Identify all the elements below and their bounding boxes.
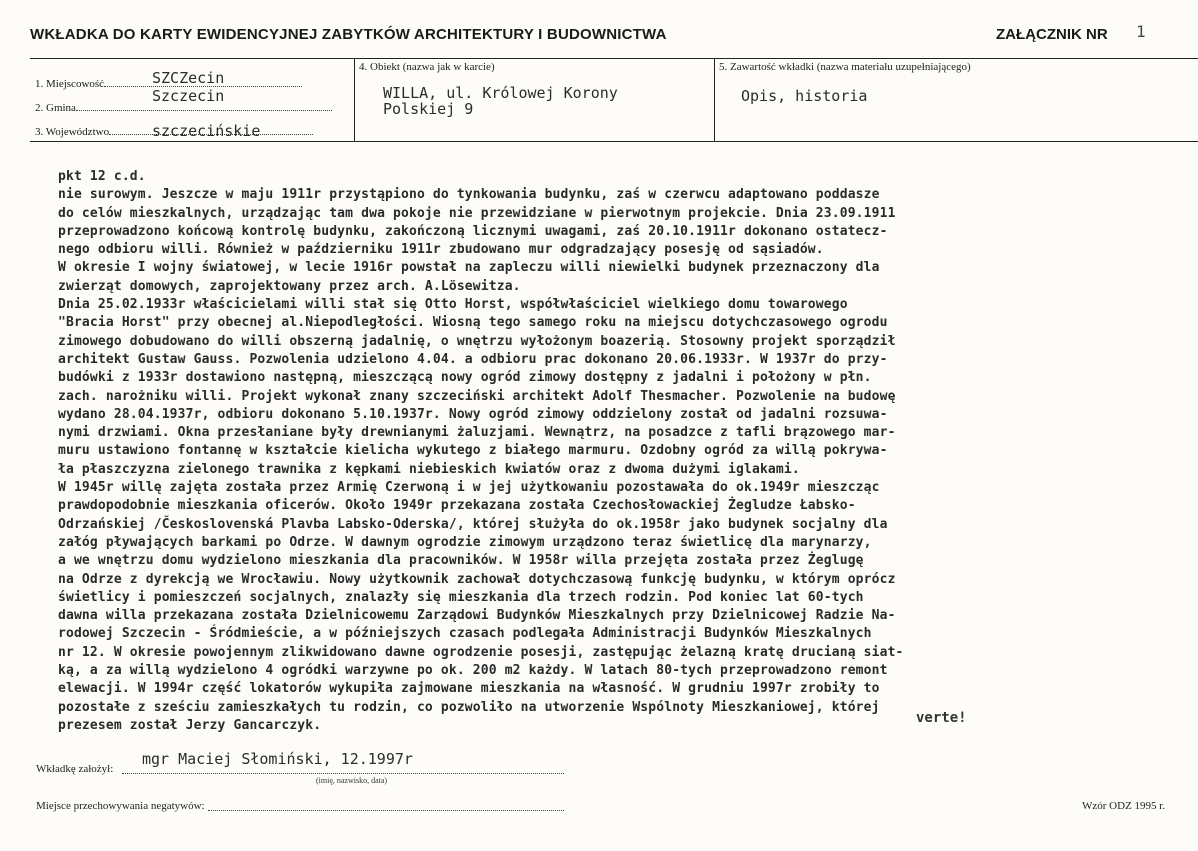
body-line: zach. narożniku willi. Projekt wykonał znany szczeciński architekt Adolf Thesmacher. Pozwolenie na budowę (58, 388, 896, 404)
body-line: "Bracia Horst" przy obecnej al.Niepodległości. Wiosną tego samego roku na miejscu dotychczasowego ogrodu (58, 315, 888, 331)
body-line: W okresie I wojny światowej, w lecie 1916r powstał na zapleczu willi niewielki budynek przeznaczony dla (58, 260, 880, 276)
wojewodztwo-value: szczecińskie (152, 122, 261, 140)
body-line: przeprowadzono końcową kontrolę budynku, zakończoną licznymi uwagami, zaś 20.10.1911r dokonano ostatecz- (58, 223, 888, 239)
miejscowosc-value: SZCZecin (152, 69, 225, 87)
body-line: pkt 12 c.d. (58, 169, 146, 184)
body-line: wydano 28.04.1937r, odbioru dokonano 5.10.1937r. Nowy ogród zimowy oddzielony został od jadalni rozsuwa- (58, 406, 888, 422)
body-line: ła płaszczyzna zielonego trawnika z kępkami niebieskich kwiatów oraz z dwoma dużymi iglakami. (58, 461, 800, 477)
description-body (58, 168, 1148, 735)
body-line: na Odrze z dyrekcją we Wrocławiu. Nowy użytkownik zachował dotychczasową funkcję budynku, w którym oprócz (58, 571, 896, 587)
body-line: załóg pływających barkami po Odrze. W dawnym ogrodzie zimowym urządzono teraz świetlicę dla marynarzy, (58, 534, 872, 550)
negatywy-label: Miejsce przechowywania negatywów: (36, 800, 205, 812)
body-line: ką, a za willą wydzielono 4 ogródki warzywne po ok. 200 m2 każdy. W latach 80-tych przeprowadzono remont (58, 663, 888, 679)
body-line: architekt Gustaw Gauss. Pozwolenia udzielono 4.04. a odbioru prac dokonano 20.06.1933r. W 1937r do przy- (58, 351, 888, 367)
object-box (354, 59, 715, 142)
body-line: nr 12. W okresie powojennym zlikwidowano dawne ogrodzenie posesji, zastępując żelazną kratę drucianą siat- (58, 644, 904, 660)
body-line: a we wnętrzu domu wydzielono mieszkania dla pracowników. W 1958r willa przejęta została przez Żeglugę (58, 553, 864, 569)
form-title: WKŁADKA DO KARTY EWIDENCYJNEJ ZABYTKÓW ARCHITEKTURY I BUDOWNICTWA (30, 26, 667, 43)
body-line: nymi drzwiami. Okna przesłaniane były drewnianymi żaluzjami. Wewnątrz, na posadzce z tafli brązowego mar- (58, 425, 896, 441)
verte-note: verte! (916, 710, 967, 726)
gmina-label: 2. Gmina (35, 102, 76, 114)
annex-number: 1 (1136, 22, 1146, 41)
body-line: elewacji. W 1994r część lokatorów wykupiła zajmowane mieszkania na własność. W grudniu 1997r zrobiły to (58, 681, 880, 697)
body-line: świetlicy i pomieszczeń socjalnych, znalazły się mieszkania dla trzech rodzin. Pod koniec lat 60-tych (58, 589, 864, 605)
object-value: WILLA, ul. Królowej Korony Polskiej 9 (383, 84, 618, 118)
body-line: Dnia 25.02.1933r właścicielami willi stał się Otto Horst, współwłaściciel wielkiego domu towarowego (58, 297, 848, 313)
body-line: dawna willa przekazana została Dzielnicowemu Zarządowi Budynków Mieszkalnych przy Dzielnicowej Radzie Na- (58, 608, 896, 624)
gmina-value: Szczecin (152, 87, 225, 105)
zalozyl-line (122, 773, 564, 774)
body-line: pozostałe z sześciu zamieszkałych tu rodzin, co pozwoliło na utworzenie Wspólnoty Mieszkaniowej, której (58, 699, 880, 715)
contents-label: 5. Zawartość wkładki (nazwa materiału uzupełniającego) (719, 61, 971, 73)
annex-label: ZAŁĄCZNIK NR (996, 26, 1108, 43)
body-line: W 1945r willę zajęta została przez Armię Czerwoną i w jej użytkowaniu pozostawała do ok.1949r mieszcząc (58, 480, 880, 496)
body-line: nie surowym. Jeszcze w maju 1911r przystąpiono do tynkowania budynku, zaś w czerwcu adaptowano poddasze (58, 187, 880, 203)
body-line: zimowego dobudowano do willi obszerną jadalnię, o wnętrzu wyłożonym boazerią. Stosowny projekt sporządził (58, 333, 896, 349)
location-box (30, 59, 354, 142)
body-line: prawdopodobnie mieszkania oficerów. Około 1949r przekazana została Czechosłowackiej Żegludze Łabsko- (58, 498, 856, 514)
body-line: nego odbioru willi. Również w październiku 1911r zbudowano mur odgradzający posesję od sąsiadów. (58, 242, 824, 258)
zalozyl-caption: (imię, nazwisko, data) (316, 776, 388, 785)
object-label: 4. Obiekt (nazwa jak w karcie) (359, 61, 495, 73)
form-version: Wzór ODZ 1995 r. (1082, 800, 1166, 812)
negatywy-line (208, 810, 564, 811)
contents-box (714, 59, 1198, 142)
body-line: muru ustawiono fontannę w kształcie kielicha wykutego z białego marmuru. Ozdobny ogród za willą pokrywa- (58, 443, 888, 459)
body-line: rodowej Szczecin - Śródmieście, a w późniejszych czasach podlegała Administracji Budynków Mieszkalnych (58, 626, 872, 642)
body-line: do celów mieszkalnych, urządzając tam dwa pokoje nie przewidziane w pierwotnym projekcie. Dnia 23.09.1911 (58, 205, 896, 221)
body-line: budówki z 1933r dostawiono następną, mieszczącą nowy ogród zimowy dostępny z jadalni i położony w płn. (58, 370, 872, 386)
wojewodztwo-label: 3. Województwo (35, 126, 110, 138)
body-line: zwierząt domowych, zaprojektowany przez arch. A.Lösewitza. (58, 278, 521, 294)
miejscowosc-label: 1. Miejscowość (35, 78, 105, 90)
body-line: Odrzańskiej /Československá Plavba Labsko-Oderska/, której służyła do ok.1958r jako budynek socjalny dla (58, 516, 888, 532)
body-line: prezesem został Jerzy Gancarczyk. (58, 717, 322, 733)
contents-value: Opis, historia (741, 87, 868, 105)
zalozyl-value: mgr Maciej Słomiński, 12.1997r (142, 750, 413, 768)
zalozyl-label: Wkładkę założył: (36, 763, 114, 775)
